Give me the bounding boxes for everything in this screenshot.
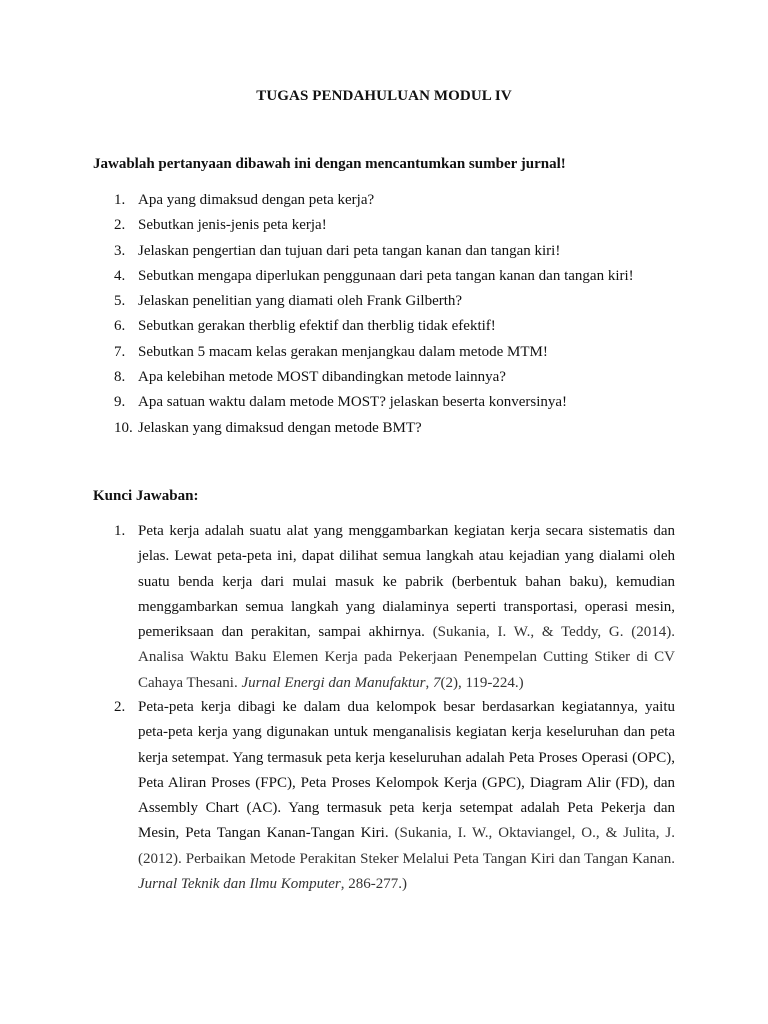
question-number: 3. bbox=[114, 242, 126, 259]
list-item bbox=[93, 367, 634, 392]
answer-text: Peta kerja adalah suatu alat yang menggambarkan kegiatan kerja secara sistematis dan jelas. Lewat peta-peta ini, dapat dilihat semua langkah atau kejadian yang dialami oleh suatu benda kerja dari mulai masuk ke pabrik (berbentuk bahan baku), kemudian menggambarkan semua langkah yang dialaminya seperti transportasi, operasi mesin, pemeriksaan dan perakitan, sampai akhirnya. bbox=[138, 523, 675, 641]
list-item bbox=[93, 190, 634, 215]
list-item bbox=[93, 342, 634, 367]
list-item bbox=[93, 241, 634, 266]
question-number: 2. bbox=[114, 217, 126, 234]
question-list bbox=[93, 190, 634, 443]
question-text: Sebutkan gerakan therblig efektif dan therblig tidak efektif! bbox=[138, 318, 496, 335]
answer-text: Peta-peta kerja dibagi ke dalam dua kelompok besar berdasarkan kegiatannya, yaitu peta-peta kerja yang digunakan untuk menganalisis kegiatan kerja keseluruhan dan peta kerja setempat. Yang termasuk peta kerja keseluruhan adalah Peta Proses Operasi (OPC), Peta Aliran Proses (FPC), Peta Proses Kelompok Kerja (GPC), Diagram Alir (FD), dan Assembly Chart (AC). Yang termasuk peta kerja setempat adalah Peta Pekerja dan Mesin, Peta Tangan Kanan-Tangan Kiri. bbox=[138, 699, 675, 842]
answer-citation: (Sukania, I. W., & Teddy, G. (2014). Analisa Waktu Baku Elemen Kerja pada Pekerjaan Penempelan Cutting Stiker di CV Cahaya Thesani. Jurnal Energi dan Manufaktur, 7(2), 119-224.) bbox=[138, 624, 676, 691]
list-item bbox=[93, 316, 634, 341]
question-number: 10. bbox=[114, 419, 133, 436]
citation-pages: (2), 119-224.) bbox=[440, 674, 524, 691]
document-title: TUGAS PENDAHULUAN MODUL IV bbox=[256, 88, 512, 104]
question-number: 6. bbox=[114, 318, 126, 335]
question-text: Sebutkan jenis-jenis peta kerja! bbox=[138, 217, 327, 234]
citation-reference: (Sukania, I. W., Oktaviangel, O., & Julita, J. (2012). Perbaikan Metode Perakitan Steker Melalui Peta Tangan Kiri dan Tangan Kanan. bbox=[138, 825, 676, 867]
question-text: Jelaskan penelitian yang diamati oleh Frank Gilberth? bbox=[138, 293, 463, 310]
question-number: 8. bbox=[114, 369, 126, 386]
list-item bbox=[93, 266, 634, 291]
question-text: Apa satuan waktu dalam metode MOST? jelaskan beserta konversinya! bbox=[138, 394, 568, 411]
question-text: Jelaskan yang dimaksud dengan metode BMT? bbox=[138, 419, 422, 436]
list-item bbox=[93, 291, 634, 316]
list-item bbox=[93, 215, 634, 240]
question-number: 9. bbox=[114, 394, 126, 411]
question-text: Apa kelebihan metode MOST dibandingkan metode lainnya? bbox=[138, 369, 506, 386]
citation-reference: (Sukania, I. W., & Teddy, G. (2014). Analisa Waktu Baku Elemen Kerja pada Pekerjaan Penempelan Cutting Stiker di CV Cahaya Thesani. bbox=[138, 624, 676, 691]
question-number: 1. bbox=[114, 192, 126, 208]
citation-journal: Jurnal Teknik dan Ilmu Komputer bbox=[138, 876, 341, 893]
answer-body bbox=[138, 519, 675, 696]
answer-item bbox=[93, 695, 675, 897]
answer-item bbox=[93, 519, 675, 696]
list-item bbox=[93, 418, 634, 443]
question-text: Jelaskan pengertian dan tujuan dari peta tangan kanan dan tangan kiri! bbox=[138, 242, 561, 259]
citation-pages: , 286-277.) bbox=[340, 876, 408, 893]
answer-body bbox=[138, 695, 675, 897]
question-number: 4. bbox=[114, 267, 126, 284]
instruction-text: Jawablah pertanyaan dibawah ini dengan mencantumkan sumber jurnal! bbox=[93, 156, 566, 172]
citation-journal: Jurnal Energi dan Manufaktur bbox=[241, 674, 426, 691]
question-number: 7. bbox=[114, 343, 126, 360]
question-text: Sebutkan 5 macam kelas gerakan menjangkau dalam metode MTM! bbox=[138, 343, 548, 360]
answers-heading: Kunci Jawaban: bbox=[93, 488, 199, 504]
citation-volume: 7 bbox=[432, 674, 441, 691]
answer-number: 1. bbox=[114, 523, 126, 539]
answer-number: 2. bbox=[114, 699, 126, 715]
question-text: Apa yang dimaksud dengan peta kerja? bbox=[138, 192, 375, 208]
list-item bbox=[93, 392, 634, 417]
question-text: Sebutkan mengapa diperlukan penggunaan dari peta tangan kanan dan tangan kiri! bbox=[138, 267, 634, 284]
question-number: 5. bbox=[114, 293, 126, 310]
